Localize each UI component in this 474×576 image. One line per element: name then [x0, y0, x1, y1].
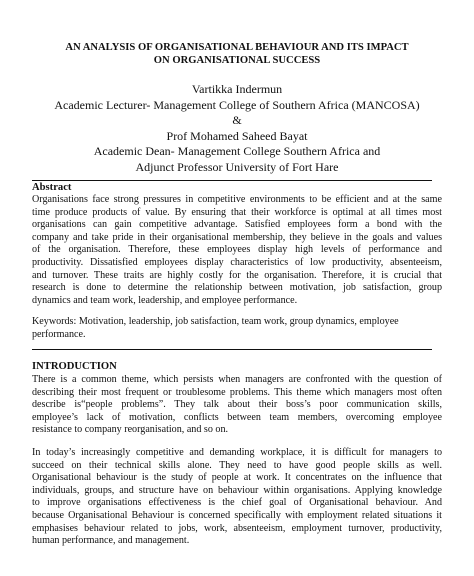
text-line: organisations can gain competitive advantage. Satisfied employees form a bond with the — [32, 219, 442, 231]
section-divider — [32, 349, 432, 350]
text-line: succeed on their technical skills alone. They need to have good people skills as well. — [32, 459, 442, 471]
author-affiliation: Adjunct Professor University of Fort Hare — [135, 159, 339, 174]
text-line: of the organisation. Therefore, these employees display high levels of performance and — [32, 244, 442, 256]
text-line: performance. — [32, 328, 86, 340]
text-line: Organisational behaviour is the study of people at work. It concentrates on the influence that — [32, 472, 442, 484]
introduction-heading: INTRODUCTION — [32, 361, 117, 372]
text-line: because Organisational Behaviour is concerned specifically with employment related situations it — [32, 509, 442, 521]
text-line: dynamics and team work, leadership, and employee performance. — [32, 294, 298, 306]
text-line: Keywords: Motivation, leadership, job satisfaction, team work, group dynamics, employee — [32, 316, 399, 327]
text-line: Organisations face strong pressures in competitive environments to be efficient and at the same — [32, 194, 442, 205]
text-line: research is done to determine the relationship between motivation, job satisfaction, group — [32, 282, 442, 294]
text-line: time produce products of value. By ensuring that their workforce is optimal at all times most — [32, 206, 442, 218]
paper-title-line: ON ORGANISATIONAL SUCCESS — [153, 55, 321, 66]
text-line: to improve organisations effectiveness is the chief goal of Organisational behaviour. And — [32, 497, 442, 509]
text-line: There is a common theme, which persists when managers are confronted with the question of — [32, 374, 442, 385]
text-line: human performance, and management. — [32, 535, 190, 547]
text-line: company and take pride in their organisational membership, they believe in the goals and values — [32, 231, 442, 243]
introduction-paragraph — [32, 447, 442, 548]
author-name: Vartikka Indermun — [191, 82, 283, 96]
text-line: productivity. Dissatisfied employees display characteristics of low productivity, absenteeism, — [32, 256, 442, 268]
keywords-text — [32, 316, 442, 341]
introduction-paragraph — [32, 374, 442, 437]
author-name: Prof Mohamed Saheed Bayat — [166, 128, 308, 143]
text-line: describing their most frequent or troublesome problems. This theme which managers most often — [32, 386, 442, 398]
text-line: emphasises behaviour related to jobs, work, absenteeism, employment turnover, productivity, — [32, 522, 442, 534]
paper-title — [20, 41, 454, 67]
text-line: In today’s increasingly competitive and demanding workplace, it is difficult for managers to — [32, 447, 442, 458]
paper-title-line: AN ANALYSIS OF ORGANISATIONAL BEHAVIOUR AND ITS IMPACT — [65, 42, 409, 53]
author-affiliation: Academic Dean- Management College Southern Africa and — [93, 144, 381, 158]
text-line: and turnover. These traits are highly costly for the organisation. Therefore, it is crucial that — [32, 269, 442, 281]
text-line: employee’s lack of motivation, conflicts between team members, overcoming employee — [32, 411, 442, 423]
text-line: individuals, groups, and structure have on behaviour within organisations. Applying knowledge — [32, 484, 442, 496]
abstract-text — [32, 194, 442, 307]
text-line: resistance to company reorganisation, and so on. — [32, 424, 229, 436]
author-affiliation: Academic Lecturer- Management College of Southern Africa (MANCOSA) — [54, 97, 420, 112]
abstract-heading: Abstract — [32, 182, 72, 193]
text-line: describe is“people problems”. They talk about their boss’s poor communication skills, — [32, 399, 442, 411]
author-separator: & — [232, 113, 242, 127]
author-block — [20, 82, 454, 175]
section-divider — [32, 180, 432, 181]
